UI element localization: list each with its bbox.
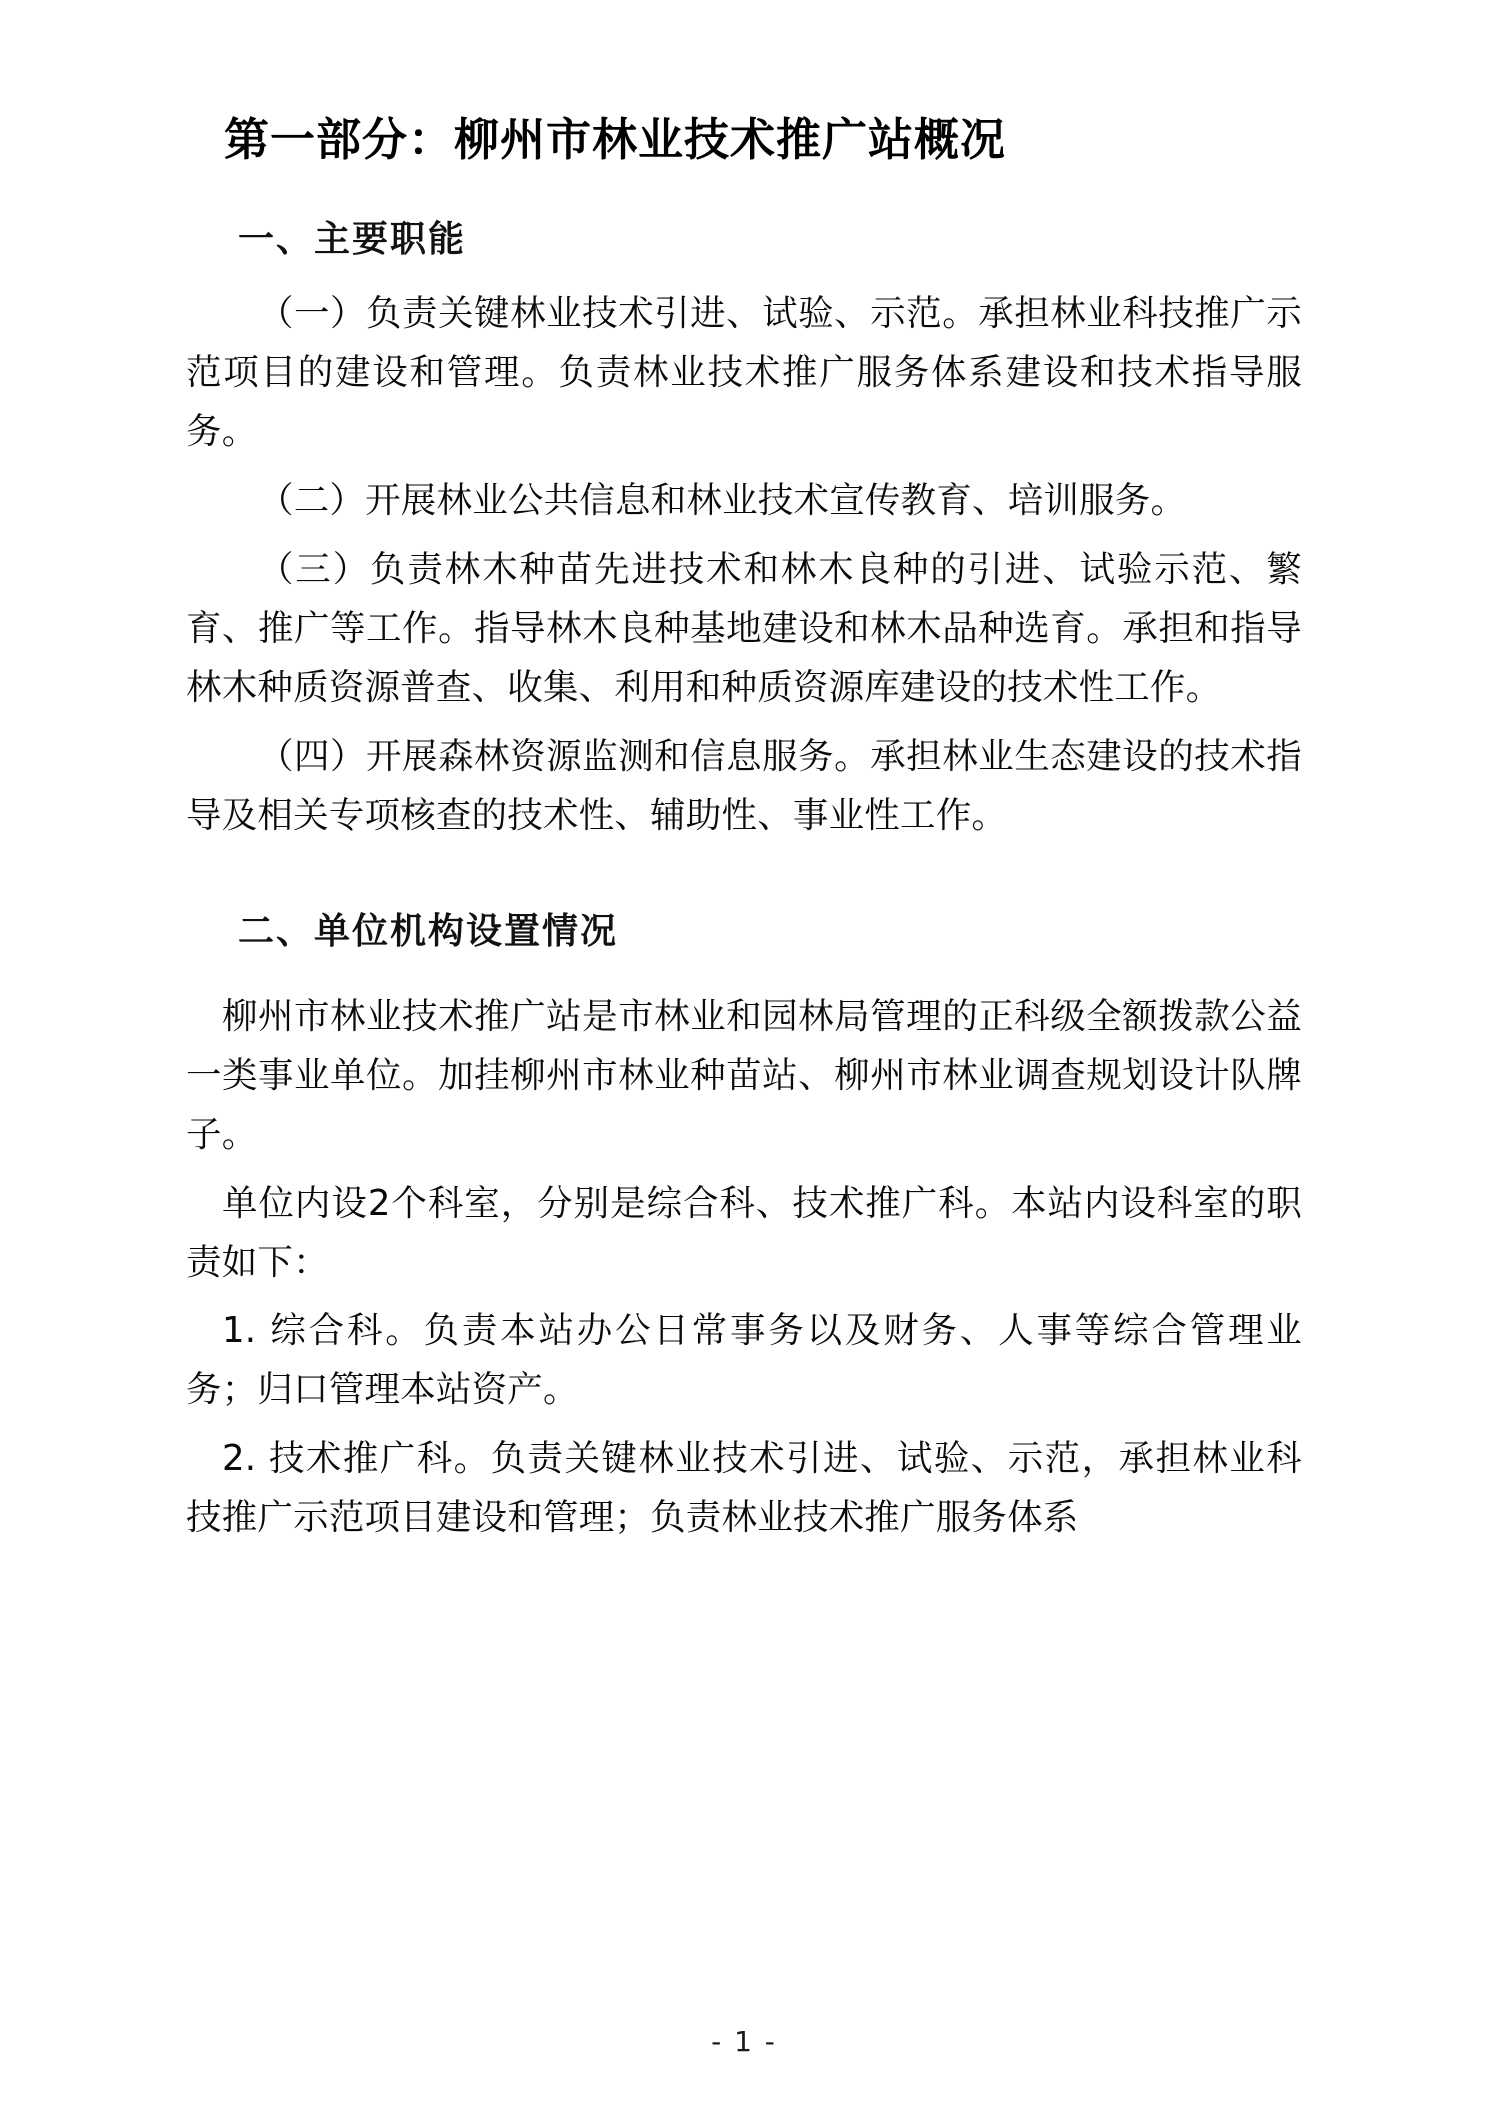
section-heading-1: 一、主要职能 <box>238 218 467 260</box>
paragraph-2-3: 1. 综合科。负责本站办公日常事务以及财务、人事等综合管理业务；归口管理本站资产。 <box>186 1310 1302 1411</box>
section-heading-2: 二、单位机构设置情况 <box>238 911 619 953</box>
paragraph-1-4: （四）开展森林资源监测和信息服务。承担林业生态建设的技术指导及相关专项核查的技术性、辅助性、事业性工作。 <box>186 735 1302 836</box>
paragraph-1-1: （一）负责关键林业技术引进、试验、示范。承担林业科技推广示范项目的建设和管理。负责林业技术推广服务体系建设和技术指导服务。 <box>186 293 1302 452</box>
paragraph-1-2: （二）开展林业公共信息和林业技术宣传教育、培训服务。 <box>258 479 1187 521</box>
page-content <box>186 110 1302 1548</box>
page-number: - 1 - <box>711 2025 777 2058</box>
paragraph-1-3: （三）负责林木种苗先进技术和林木良种的引进、试验示范、繁育、推广等工作。指导林木良种基地建设和林木品种选育。承担和指导林木种质资源普查、收集、利用和种质资源库建设的技术性工作。 <box>186 548 1302 708</box>
paragraph-2-1: 柳州市林业技术推广站是市林业和园林局管理的正科级全额拨款公益一类事业单位。加挂柳州市林业种苗站、柳州市林业调查规划设计队牌子。 <box>186 995 1302 1155</box>
page-title: 第一部分：柳州市林业技术推广站概况 <box>224 113 1007 166</box>
paragraph-2-4: 2. 技术推广科。负责关键林业技术引进、试验、示范，承担林业科技推广示范项目建设和管理；负责林业技术推广服务体系 <box>186 1438 1302 1539</box>
paragraph-2-2: 单位内设2个科室，分别是综合科、技术推广科。本站内设科室的职责如下： <box>186 1182 1302 1283</box>
